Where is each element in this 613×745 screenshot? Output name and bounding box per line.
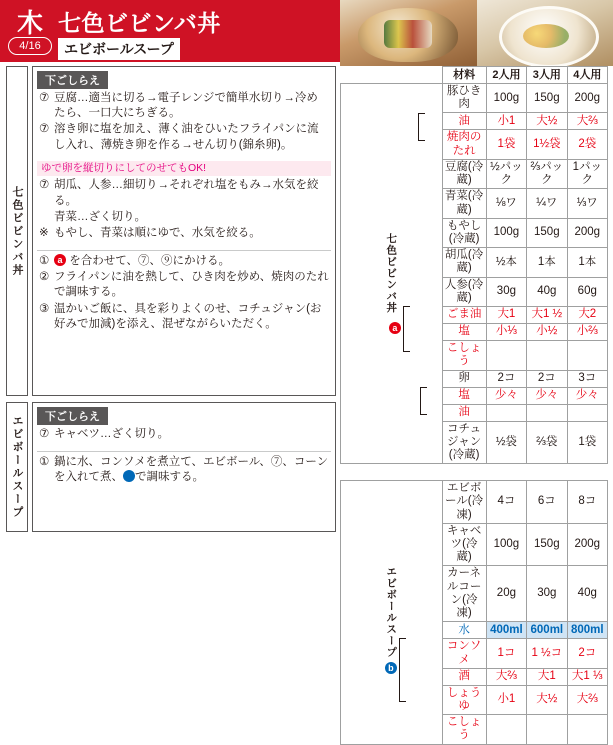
prep-steps-bibimba — [33, 91, 335, 159]
ingredients-table-wrap — [340, 66, 608, 745]
step-text — [54, 254, 329, 269]
amount-3: 150g — [527, 84, 567, 113]
recipe-block-bibimba — [6, 66, 336, 396]
prep-note-bibimba: ゆで卵を縦切りにしてのせてもOK! — [37, 161, 331, 177]
amount-3: 大1 ½ — [527, 307, 567, 324]
ingredient-name: 豚ひき肉 — [442, 84, 486, 113]
ingredient-name: a ごま油 — [442, 307, 486, 324]
page-title: 七色ビビンバ丼 — [58, 5, 221, 38]
amount-3: 大½ — [527, 685, 567, 714]
amount-2: ½袋 — [486, 421, 526, 464]
amount-3: 2コ — [527, 370, 567, 387]
amount-4: 800ml — [567, 622, 607, 639]
amount-4: 少々 — [567, 387, 607, 404]
amount-4 — [567, 341, 607, 370]
amount-3: 40g — [527, 277, 567, 306]
amount-2: ½本 — [486, 248, 526, 277]
cook-step — [39, 302, 329, 332]
ingredient-name: 酒 — [442, 668, 486, 685]
prep-step — [39, 91, 329, 121]
step-number: ② — [39, 270, 54, 300]
amount-3: 30g — [527, 566, 567, 622]
divider — [37, 250, 331, 251]
amount-2: ⅛ワ — [486, 189, 526, 218]
amount-4: 200g — [567, 84, 607, 113]
header-material: 材料 — [442, 67, 486, 84]
ingredient-name: もやし(冷蔵) — [442, 218, 486, 247]
ingredient-name: 人参(冷蔵) — [442, 277, 486, 306]
cook-step — [39, 455, 329, 485]
amount-3 — [527, 715, 567, 744]
step-number: ① — [39, 254, 54, 269]
photo-strip — [340, 0, 613, 66]
amount-4 — [567, 404, 607, 421]
amount-3: 1本 — [527, 248, 567, 277]
amount-3 — [527, 341, 567, 370]
step-text: 胡瓜、人参…細切り→それぞれ塩をもみ→水気を絞る。 — [54, 178, 329, 208]
amount-4: 小⅔ — [567, 324, 607, 341]
amount-2: 100g — [486, 84, 526, 113]
prep-step — [39, 122, 329, 152]
instructions-column — [6, 66, 336, 540]
step-text-body: 鍋に水、コンソメを煮立て、エビボール、⑦、コーンを入れて煮、 — [54, 456, 328, 483]
step-text-body: を合わせて、⑦、⑨にかける。 — [69, 255, 230, 267]
step-text: 青菜…ざく切り。 — [54, 210, 329, 225]
amount-2: 小1 — [486, 685, 526, 714]
amount-3: 小½ — [527, 324, 567, 341]
table-row — [341, 481, 608, 524]
amount-4: 1本 — [567, 248, 607, 277]
amount-4: 40g — [567, 566, 607, 622]
prep-label-soup: 下ごしらえ — [37, 407, 108, 425]
prep-step — [39, 226, 329, 241]
section-spacer — [341, 464, 608, 481]
header-3servings: 3人用 — [527, 67, 567, 84]
prep-steps-soup — [33, 427, 335, 448]
date-badge: 4/16 — [8, 37, 52, 55]
recipe-block-soup — [6, 402, 336, 532]
ingredient-name: しょうゆ — [442, 685, 486, 714]
amount-4: 大⅔ — [567, 685, 607, 714]
amount-2: 20g — [486, 566, 526, 622]
amount-3: ⅔袋 — [527, 421, 567, 464]
step-text: 温かいご飯に、具を彩りよくのせ、コチュジャン(お好みで加減)を添え、混ぜながらいただく。 — [54, 302, 329, 332]
cook-step — [39, 254, 329, 269]
page-subtitle-wrap — [58, 38, 180, 60]
amount-2: 30g — [486, 277, 526, 306]
ingredient-name: b コンソメ — [442, 639, 486, 668]
amount-4: 大1 ⅓ — [567, 668, 607, 685]
header-4servings: 4人用 — [567, 67, 607, 84]
table-row — [341, 84, 608, 113]
amount-3: 1½袋 — [527, 130, 567, 159]
step-number: ※ — [39, 226, 54, 241]
ingredient-name: 塩 — [442, 324, 486, 341]
amount-4: 60g — [567, 277, 607, 306]
ingredient-name: コチュジャン(冷蔵) — [442, 421, 486, 464]
cook-steps-bibimba — [33, 254, 335, 338]
ingredient-name: エビボール(冷凍) — [442, 481, 486, 524]
page-header — [0, 0, 340, 62]
amount-2 — [486, 341, 526, 370]
prep-steps-bibimba-2 — [33, 178, 335, 247]
ingredient-name: カーネルコーン(冷凍) — [442, 566, 486, 622]
ingredient-name: 卵 — [442, 370, 486, 387]
ingredients-table-body — [341, 84, 608, 745]
amount-3: 150g — [527, 218, 567, 247]
ingredient-name: 胡瓜(冷蔵) — [442, 248, 486, 277]
amount-4: 8コ — [567, 481, 607, 524]
header-2servings: 2人用 — [486, 67, 526, 84]
ingredient-name: 豆腐(冷蔵) — [442, 159, 486, 188]
recipe-side-label-soup: エビボールスープ — [6, 402, 28, 532]
ingredient-name: 油 — [442, 113, 486, 130]
prep-label-bibimba: 下ごしらえ — [37, 71, 108, 89]
step-number — [39, 210, 54, 225]
amount-4: 2コ — [567, 639, 607, 668]
amount-3: 1 ½コ — [527, 639, 567, 668]
amount-4: 200g — [567, 218, 607, 247]
step-text: フライパンに油を熱して、ひき肉を炒め、焼肉のたれで調味する。 — [54, 270, 329, 300]
amount-3: 600ml — [527, 622, 567, 639]
shrimp-ball-soup-photo — [477, 0, 613, 66]
amount-2 — [486, 715, 526, 744]
section-side-label-soup: エビボールスープ — [341, 481, 443, 745]
amount-2: 1袋 — [486, 130, 526, 159]
amount-3: 150g — [527, 523, 567, 566]
step-text: もやし、青菜は順にゆで、水気を絞る。 — [54, 226, 329, 241]
ingredient-name: こしょう — [442, 341, 486, 370]
ingredients-table — [340, 66, 608, 745]
amount-4: ⅓ワ — [567, 189, 607, 218]
ingredient-name: こしょう — [442, 715, 486, 744]
amount-2: 100g — [486, 218, 526, 247]
step-number: ③ — [39, 302, 54, 332]
amount-3: ⅔パック — [527, 159, 567, 188]
amount-3: 6コ — [527, 481, 567, 524]
ingredient-name: 水 — [442, 622, 486, 639]
step-number: ⑦ — [39, 122, 54, 152]
marker-a-icon: a — [389, 322, 401, 334]
amount-4: 1袋 — [567, 421, 607, 464]
amount-4: 3コ — [567, 370, 607, 387]
amount-4: 大2 — [567, 307, 607, 324]
amount-2: 小1 — [486, 113, 526, 130]
ingredient-name: 焼肉のたれ — [442, 130, 486, 159]
amount-2: 1コ — [486, 639, 526, 668]
amount-3: 大½ — [527, 113, 567, 130]
amount-2: 大1 — [486, 307, 526, 324]
amount-2: 4コ — [486, 481, 526, 524]
prep-step — [39, 427, 329, 442]
step-number: ⑦ — [39, 427, 54, 442]
amount-3: 少々 — [527, 387, 567, 404]
table-header-row — [341, 67, 608, 84]
marker-b-icon: b — [123, 470, 135, 482]
cook-step — [39, 270, 329, 300]
amount-2 — [486, 404, 526, 421]
step-text: キャベツ…ざく切り。 — [54, 427, 329, 442]
amount-3 — [527, 404, 567, 421]
amount-3: ¼ワ — [527, 189, 567, 218]
amount-4 — [567, 715, 607, 744]
amount-2: ½パック — [486, 159, 526, 188]
marker-a-icon: a — [54, 254, 66, 266]
prep-step — [39, 210, 329, 225]
ingredient-name: キャベツ(冷蔵) — [442, 523, 486, 566]
step-text-body-2: で調味する。 — [135, 471, 204, 483]
day-kanji: 木 — [8, 5, 52, 37]
amount-2: 大⅔ — [486, 668, 526, 685]
step-number: ⑦ — [39, 91, 54, 121]
ingredient-name: 塩 — [442, 387, 486, 404]
amount-2: 2コ — [486, 370, 526, 387]
recipe-side-label-bibimba: 七色ビビンバ丼 — [6, 66, 28, 396]
bibimba-bowl-photo — [340, 0, 477, 66]
page-subtitle: エビボールスープ — [64, 41, 174, 57]
amount-4: 2袋 — [567, 130, 607, 159]
amount-4: 200g — [567, 523, 607, 566]
step-text: 溶き卵に塩を加え、薄く油をひいたフライパンに流し入れ、薄焼き卵を作る→せん切り(錦糸卵)。 — [54, 122, 329, 152]
amount-3: 大1 — [527, 668, 567, 685]
divider — [37, 451, 331, 452]
step-text — [54, 455, 329, 485]
ingredient-name: 青菜(冷蔵) — [442, 189, 486, 218]
ingredient-name: 油 — [442, 404, 486, 421]
cook-steps-soup — [33, 455, 335, 491]
amount-2: 小⅓ — [486, 324, 526, 341]
step-text: 豆腐…適当に切る→電子レンジで簡単水切り→冷めたら、一口大にちぎる。 — [54, 91, 329, 121]
amount-2: 少々 — [486, 387, 526, 404]
marker-b-icon: b — [385, 662, 397, 674]
amount-2: 100g — [486, 523, 526, 566]
amount-4: 大⅔ — [567, 113, 607, 130]
step-number: ⑦ — [39, 178, 54, 208]
amount-2: 400ml — [486, 622, 526, 639]
amount-4: 1パック — [567, 159, 607, 188]
prep-step — [39, 178, 329, 208]
step-number: ① — [39, 455, 54, 485]
section-side-label-bibimba: 七色ビビンバ丼 — [341, 84, 443, 464]
